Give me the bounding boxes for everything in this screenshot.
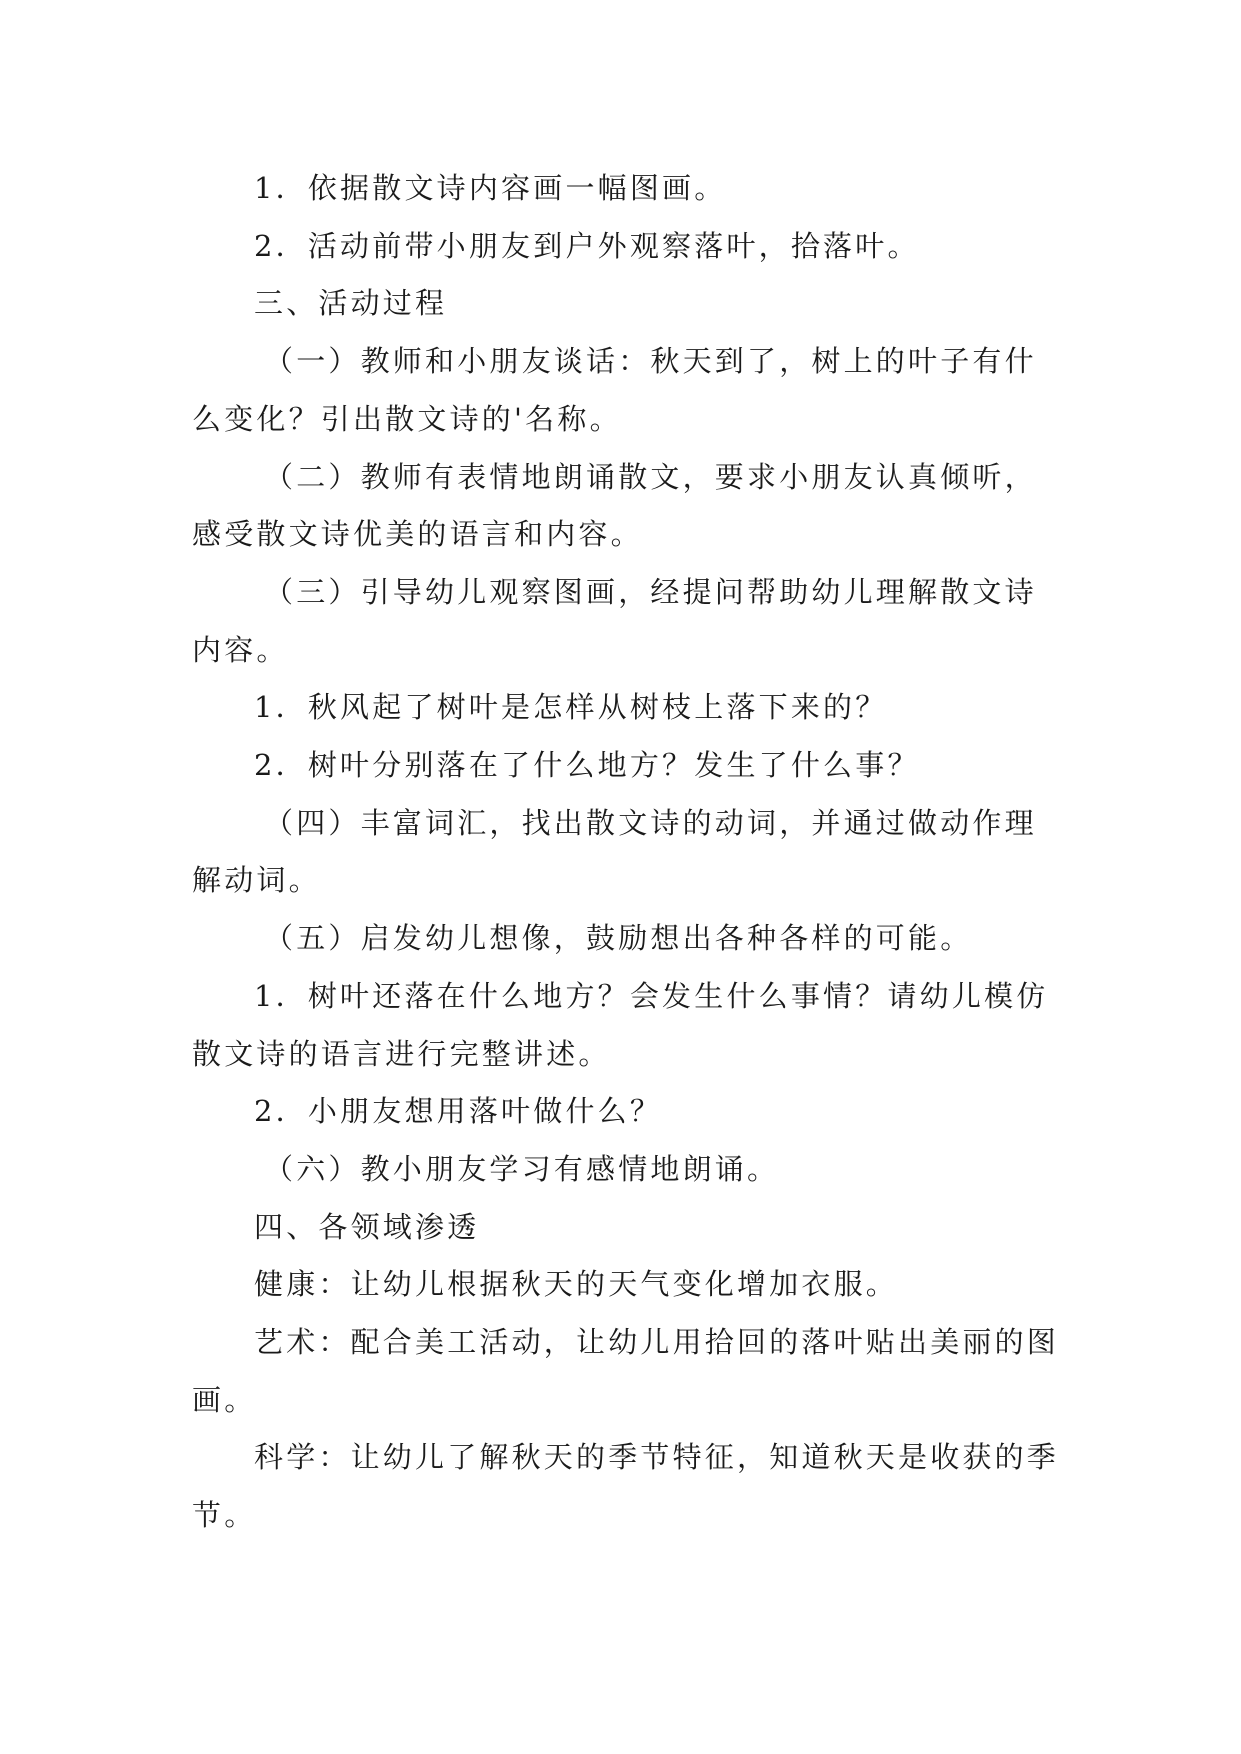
section-heading-activity-process: 三、活动过程 — [254, 286, 448, 321]
paragraph-domain-health: 健康：让幼儿根据秋天的天气变化增加衣服。 — [254, 1267, 899, 1302]
paragraph-step-6: （六）教小朋友学习有感情地朗诵。 — [264, 1151, 780, 1186]
paragraph-question-1: 1．秋风起了树叶是怎样从树枝上落下来的？ — [254, 690, 888, 725]
paragraph-domain-science: 科学：让幼儿了解秋天的季节特征，知道秋天是收获的季节。 — [192, 1440, 1060, 1533]
paragraph-step-4: （四）丰富词汇，找出散文诗的动词，并通过做动作理解动词。 — [192, 805, 1037, 898]
paragraph-step-2: （二）教师有表情地朗诵散文，要求小朋友认真倾听，感受散文诗优美的语言和内容。 — [192, 459, 1037, 552]
section-heading-domains: 四、各领域渗透 — [254, 1209, 480, 1244]
paragraph-step-5: （五）启发幼儿想像，鼓励想出各种各样的可能。 — [264, 921, 973, 956]
paragraph-question-2: 2．树叶分别落在了什么地方？发生了什么事？ — [254, 748, 920, 783]
paragraph-step-1: （一）教师和小朋友谈话：秋天到了，树上的叶子有什么变化？引出散文诗的'名称。 — [192, 344, 1037, 436]
paragraph-prep-1: 1．依据散文诗内容画一幅图画。 — [254, 171, 727, 205]
paragraph-domain-art: 艺术：配合美工活动，让幼儿用拾回的落叶贴出美丽的图画。 — [192, 1325, 1060, 1417]
paragraph-imagine-1: 1．树叶还落在什么地方？会发生什么事情？请幼儿模仿散文诗的语言进行完整讲述。 — [192, 978, 1049, 1071]
document-body — [192, 160, 1060, 1545]
paragraph-prep-2: 2．活动前带小朋友到户外观察落叶，拾落叶。 — [254, 228, 920, 263]
paragraph-imagine-2: 2．小朋友想用落叶做什么？ — [254, 1094, 663, 1129]
paragraph-step-3: （三）引导幼儿观察图画，经提问帮助幼儿理解散文诗内容。 — [192, 574, 1037, 667]
